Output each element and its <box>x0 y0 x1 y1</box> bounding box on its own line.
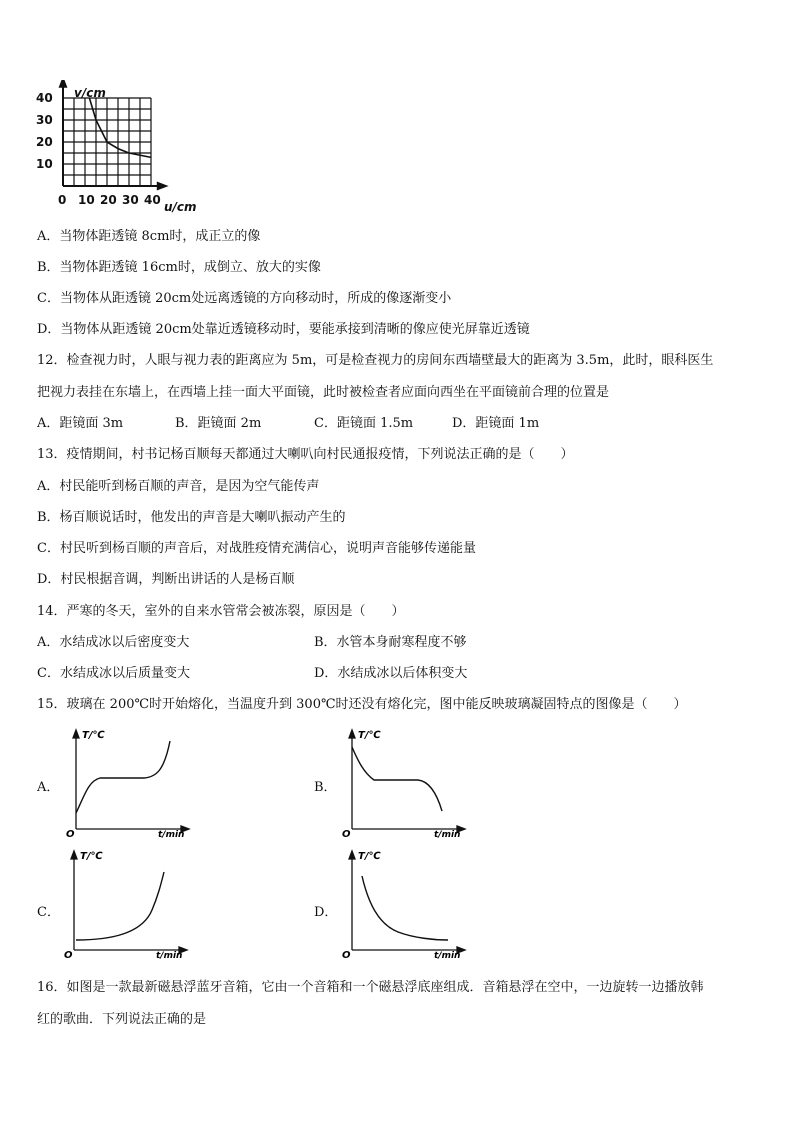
x-tick-label: 20 <box>100 193 117 207</box>
graph-d-origin: O <box>342 950 351 960</box>
q11-option-d[interactable]: D．当物体从距透镜 20cm处靠近透镜移动时，要能承接到清晰的像应使光屏靠近透镜 <box>37 322 530 337</box>
x-tick-label: 40 <box>144 193 161 207</box>
q13-option-b[interactable]: B．杨百顺说话时，他发出的声音是大喇叭振动产生的 <box>37 510 346 525</box>
chart-y-axis-label: v/cm <box>74 86 106 100</box>
q15-graph-b-letter[interactable]: B． <box>314 780 337 795</box>
x-tick-label: 10 <box>78 193 95 207</box>
q13-option-c[interactable]: C．村民听到杨百顺的声音后，对战胜疫情充满信心，说明声音能够传递能量 <box>37 541 476 556</box>
q15-stem: 15．玻璃在 200℃时开始熔化，当温度升到 300℃时还没有熔化完，图中能反映玻璃凝固特点的图像是（ ） <box>37 697 687 712</box>
q11-option-a[interactable]: A．当物体距透镜 8cm时，成正立的像 <box>37 229 261 244</box>
y-tick-label: 10 <box>36 157 53 171</box>
graph-b-x-label: t/min <box>434 830 461 839</box>
graph-c-x-label: t/min <box>156 951 183 960</box>
q15-graph-d[interactable] <box>338 848 468 960</box>
graph-c-y-label: T/℃ <box>80 851 103 862</box>
graph-b-y-label: T/℃ <box>358 730 381 741</box>
q15-graph-d-letter[interactable]: D． <box>314 905 338 920</box>
q12-option-c[interactable]: C．距镜面 1.5m <box>314 416 414 431</box>
q15-graph-c-letter[interactable]: C． <box>37 905 60 920</box>
graph-c-origin: O <box>64 950 73 960</box>
q15-graph-a-letter[interactable]: A． <box>37 780 60 795</box>
y-tick-label: 30 <box>36 113 53 127</box>
q14-option-c[interactable]: C．水结成冰以后质量变大 <box>37 666 190 681</box>
x-tick-label: 30 <box>122 193 139 207</box>
graph-d-y-label: T/℃ <box>358 851 381 862</box>
q12-option-b[interactable]: B．距镜面 2m <box>175 416 262 431</box>
x-tick-label: 0 <box>58 193 67 207</box>
q14-option-b[interactable]: B．水管本身耐寒程度不够 <box>314 635 467 650</box>
q15-graph-b[interactable] <box>338 727 468 839</box>
q15-graph-a[interactable] <box>62 727 192 839</box>
graph-a-y-label: T/℃ <box>82 730 105 741</box>
q14-stem: 14．严寒的冬天，室外的自来水管常会被冻裂，原因是（ ） <box>37 604 405 619</box>
q16-stem-line1: 16．如图是一款最新磁悬浮蓝牙音箱，它由一个音箱和一个磁悬浮底座组成．音箱悬浮在空中，一边旋转一边播放韩 <box>37 980 704 995</box>
chart-x-axis-label: u/cm <box>164 200 197 214</box>
q12-stem-line1: 12．检查视力时，人眼与视力表的距离应为 5m，可是检查视力的房间东西墙壁最大的距离为 3.5m，此时，眼科医生 <box>37 353 714 368</box>
graph-a-origin: O <box>66 829 75 839</box>
graph-d-x-label: t/min <box>434 951 461 960</box>
y-tick-label: 40 <box>36 91 53 105</box>
y-tick-label: 20 <box>36 135 53 149</box>
graph-b-curve <box>352 747 442 811</box>
q13-option-a[interactable]: A．村民能听到杨百顺的声音，是因为空气能传声 <box>37 479 320 494</box>
q11-option-c[interactable]: C．当物体从距透镜 20cm处远离透镜的方向移动时，所成的像逐渐变小 <box>37 291 452 306</box>
y-axis-arrow <box>60 80 66 87</box>
image-distance-object-distance-chart <box>36 80 206 215</box>
q14-option-d[interactable]: D．水结成冰以后体积变大 <box>314 666 468 681</box>
q12-stem-line2: 把视力表挂在东墙上，在西墙上挂一面大平面镜，此时被检查者应面向西坐在平面镜前合理的位置是 <box>37 385 610 400</box>
q16-stem-line2: 红的歌曲．下列说法正确的是 <box>37 1012 207 1027</box>
q13-stem: 13．疫情期间，村书记杨百顺每天都通过大喇叭向村民通报疫情，下列说法正确的是（ ） <box>37 447 574 462</box>
q11-option-b[interactable]: B．当物体距透镜 16cm时，成倒立、放大的实像 <box>37 260 321 275</box>
graph-c-curve <box>76 872 164 940</box>
graph-a-curve <box>76 741 170 813</box>
graph-a-x-label: t/min <box>158 830 185 839</box>
q13-option-d[interactable]: D．村民根据音调，判断出讲话的人是杨百顺 <box>37 572 295 587</box>
q15-graph-c[interactable] <box>60 848 190 960</box>
q12-option-d[interactable]: D．距镜面 1m <box>452 416 540 431</box>
graph-d-curve <box>362 876 448 940</box>
q12-option-a[interactable]: A．距镜面 3m <box>37 416 124 431</box>
q14-option-a[interactable]: A．水结成冰以后密度变大 <box>37 635 190 650</box>
graph-b-origin: O <box>342 829 351 839</box>
x-axis-arrow <box>158 183 166 189</box>
chart-series-line <box>89 98 151 157</box>
